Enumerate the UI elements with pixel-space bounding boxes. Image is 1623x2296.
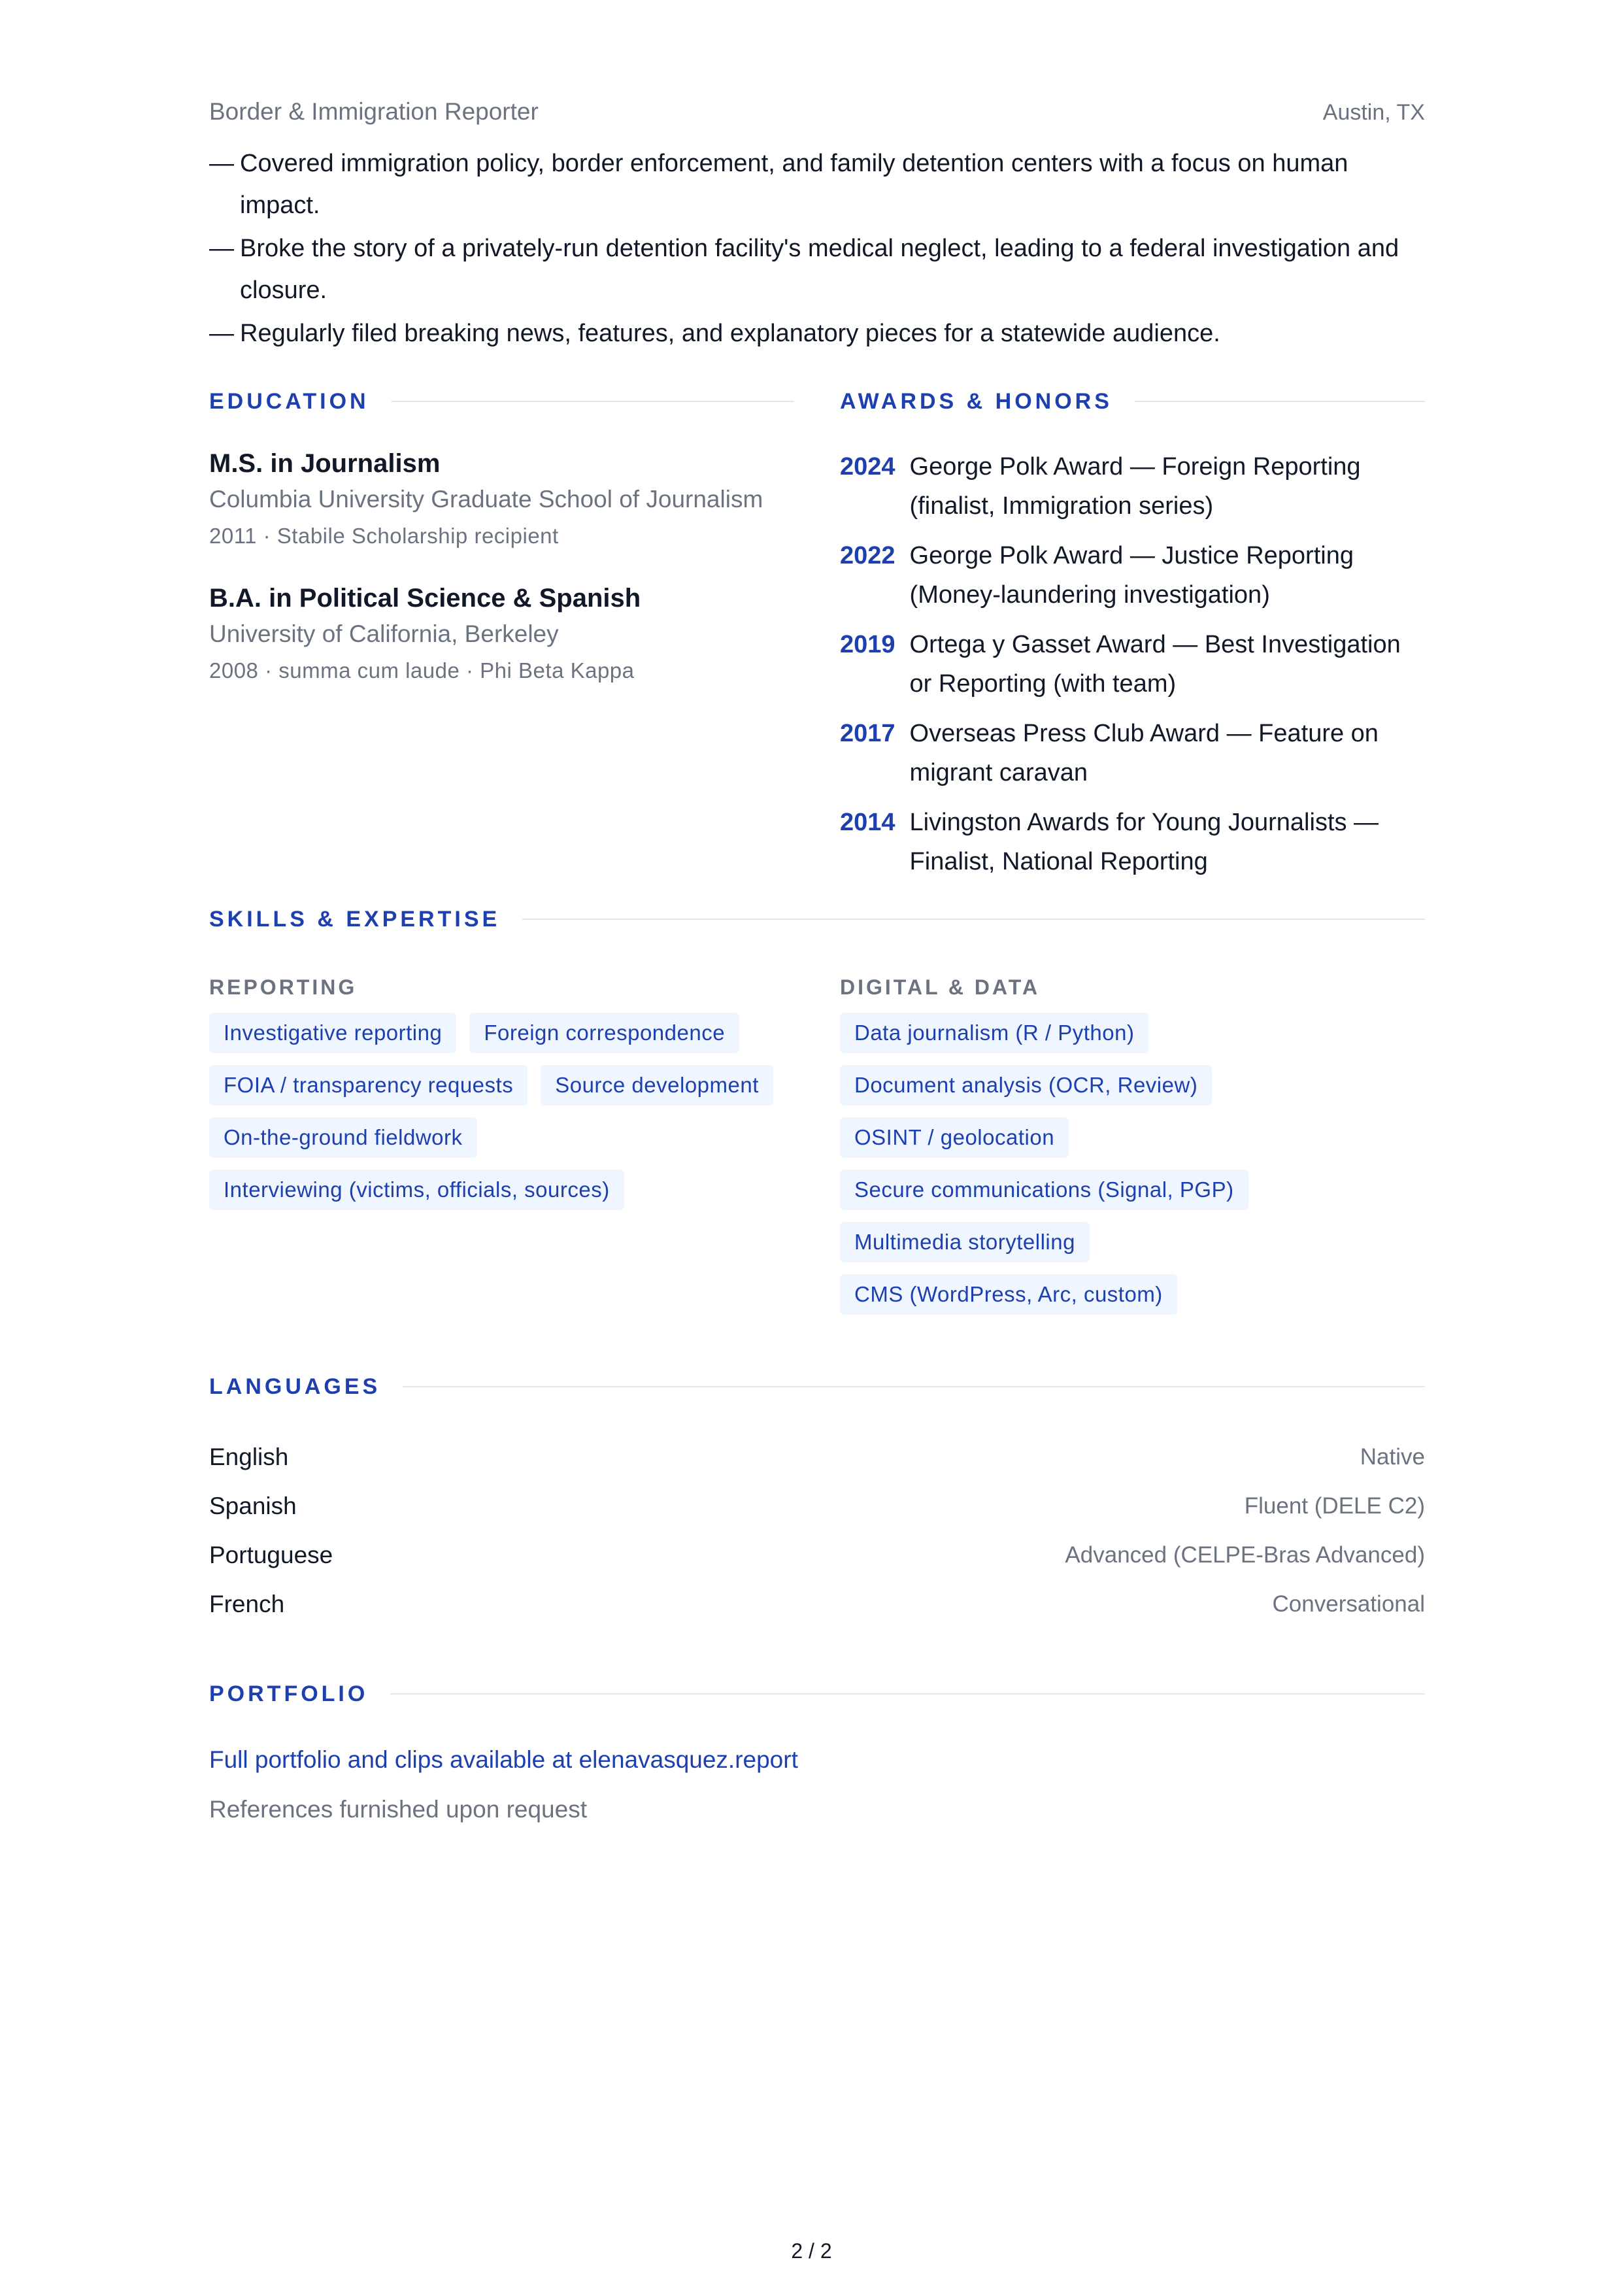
language-row (209, 1432, 1425, 1481)
award-item (840, 803, 1425, 881)
job-bullets (209, 143, 1425, 354)
skill-tag: Secure communications (Signal, PGP) (840, 1170, 1248, 1210)
skills-heading (209, 906, 1425, 932)
skills-subtitle: DIGITAL & DATA (840, 975, 1041, 999)
section-title: AWARDS & HONORS (840, 388, 1113, 414)
job-bullet-text: Broke the story of a privately-run detention facility's medical neglect, leading to a federal investigation and closure. (240, 235, 1399, 304)
section-title: PORTFOLIO (209, 1681, 369, 1706)
awards-heading (840, 388, 1425, 414)
skill-tag: Data journalism (R / Python) (840, 1013, 1148, 1053)
skill-tag: Foreign correspondence (469, 1013, 739, 1053)
school: Columbia University Graduate School of Journalism (209, 486, 763, 513)
job-bullet (209, 312, 1425, 354)
dash-marker: — (209, 150, 234, 177)
job-location: Austin, TX (1322, 100, 1425, 125)
section-title: EDUCATION (209, 388, 369, 414)
school: University of California, Berkeley (209, 620, 559, 647)
award-text: George Polk Award — Justice Reporting (Money-laundering investigation) (909, 542, 1354, 609)
language-row (209, 1481, 1425, 1530)
skills-subtitle: REPORTING (209, 975, 358, 999)
job-bullet (209, 228, 1425, 311)
education-note: 2011 · Stabile Scholarship recipient (209, 524, 559, 548)
skill-tag: Multimedia storytelling (840, 1222, 1090, 1262)
skills-columns (209, 932, 1425, 1326)
skills-reporting (209, 932, 794, 1326)
language-name: English (209, 1443, 289, 1470)
language-level: Conversational (1272, 1591, 1425, 1617)
skill-tag: OSINT / geolocation (840, 1117, 1069, 1158)
award-text: George Polk Award — Foreign Reporting (finalist, Immigration series) (909, 453, 1361, 520)
award-text: Ortega y Gasset Award — Best Investigation or Reporting (with team) (909, 631, 1401, 698)
language-name: French (209, 1590, 285, 1617)
portfolio-link[interactable]: Full portfolio and clips available at elenavasquez.report (209, 1746, 798, 1773)
skill-tag: Source development (541, 1065, 773, 1106)
references-note: References furnished upon request (209, 1796, 587, 1823)
skill-tags (209, 1013, 794, 1222)
languages-heading (209, 1374, 1425, 1400)
education-item (209, 582, 794, 688)
skills-section (209, 906, 1425, 1326)
awards-section (840, 388, 1425, 892)
education-section (209, 388, 794, 892)
skill-tags (840, 1013, 1425, 1326)
skill-tag: Interviewing (victims, officials, sources) (209, 1170, 624, 1210)
portfolio-section (209, 1681, 1425, 1823)
language-name: Portuguese (209, 1541, 333, 1568)
degree: B.A. in Political Science & Spanish (209, 584, 641, 613)
page-number: 2 / 2 (791, 2239, 832, 2263)
skills-digital (840, 932, 1425, 1326)
languages-section (209, 1374, 1425, 1629)
languages-list (209, 1432, 1425, 1629)
job-bullet-text: Regularly filed breaking news, features, and explanatory pieces for a statewide audience. (240, 320, 1220, 347)
portfolio-heading (209, 1681, 1425, 1707)
skill-tag: Investigative reporting (209, 1013, 456, 1053)
education-heading (209, 388, 794, 414)
page-content (209, 98, 1425, 1823)
language-name: Spanish (209, 1492, 297, 1519)
skill-tag: On-the-ground fieldwork (209, 1117, 477, 1158)
section-divider (392, 401, 794, 402)
awards-list (840, 447, 1425, 881)
education-item (209, 447, 794, 553)
award-year: 2019 (840, 631, 895, 658)
section-divider (390, 1693, 1425, 1695)
job-header (209, 98, 1425, 126)
skill-tag: CMS (WordPress, Arc, custom) (840, 1274, 1177, 1315)
language-row (209, 1579, 1425, 1629)
language-level: Fluent (DELE C2) (1244, 1493, 1425, 1519)
award-year: 2022 (840, 542, 895, 569)
award-item (840, 447, 1425, 526)
section-title: LANGUAGES (209, 1374, 381, 1399)
job-title: Border & Immigration Reporter (209, 98, 539, 125)
dash-marker: — (209, 235, 234, 262)
language-level: Advanced (CELPE-Bras Advanced) (1065, 1542, 1425, 1568)
award-text: Livingston Awards for Young Journalists — Finalist, National Reporting (909, 809, 1379, 875)
skill-tag: Document analysis (OCR, Review) (840, 1065, 1212, 1106)
award-year: 2017 (840, 720, 895, 747)
job-bullet (209, 143, 1425, 226)
award-text: Overseas Press Club Award — Feature on migrant caravan (909, 720, 1379, 786)
skill-tag: FOIA / transparency requests (209, 1065, 527, 1106)
language-level: Native (1360, 1443, 1425, 1470)
language-row (209, 1530, 1425, 1579)
award-item (840, 714, 1425, 792)
section-divider (522, 919, 1425, 920)
award-item (840, 625, 1425, 703)
award-item (840, 536, 1425, 615)
section-divider (1135, 401, 1425, 402)
section-divider (403, 1386, 1425, 1387)
job-bullet-text: Covered immigration policy, border enforcement, and family detention centers with a focus on human impact. (240, 150, 1348, 219)
dash-marker: — (209, 320, 234, 347)
degree: M.S. in Journalism (209, 449, 441, 478)
education-awards-row (209, 388, 1425, 892)
education-note: 2008 · summa cum laude · Phi Beta Kappa (209, 658, 635, 683)
award-year: 2014 (840, 809, 895, 836)
award-year: 2024 (840, 453, 895, 481)
section-title: SKILLS & EXPERTISE (209, 906, 501, 932)
